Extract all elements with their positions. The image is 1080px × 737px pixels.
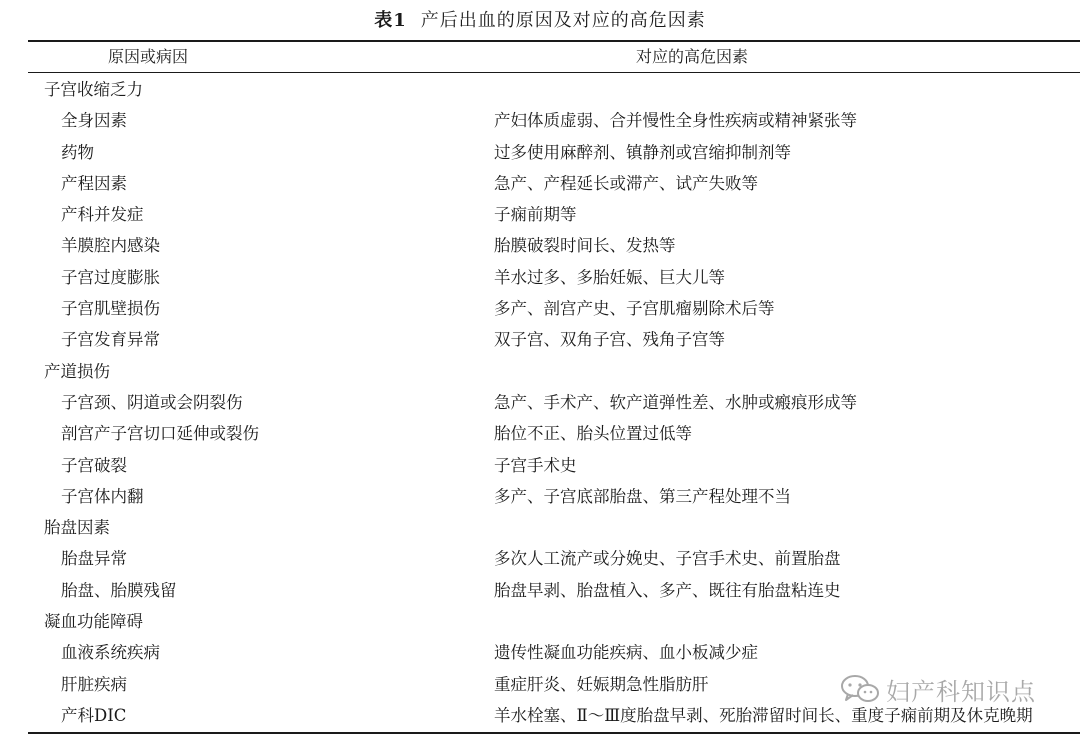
table-row [0,387,1080,418]
risk-factor-cell: 羊水栓塞、Ⅱ～Ⅲ度胎盘早剥、死胎滞留时间长、重度子痫前期及休克晚期 [494,705,1033,725]
risk-factor-cell: 子痫前期等 [494,205,577,225]
cause-cell: 全身因素 [61,111,127,131]
cause-cell: 子宫肌壁损伤 [61,299,160,319]
wechat-icon [840,674,880,704]
table-body [0,74,1080,731]
table-category-row [0,512,1080,543]
table-row [0,230,1080,261]
column-header-risk-factors: 对应的高危因素 [636,47,749,66]
table-row [0,168,1080,199]
table-row [0,137,1080,168]
table-category-row [0,606,1080,637]
table-row [0,575,1080,606]
watermark-text: 妇产科知识点 [886,677,1036,706]
risk-factor-cell: 过多使用麻醉剂、镇静剂或宫缩抑制剂等 [494,142,791,162]
table-row [0,543,1080,574]
cause-cell: 子宫过度膨胀 [61,267,160,287]
risk-factor-cell: 遗传性凝血功能疾病、血小板减少症 [494,643,758,663]
table-title-text: 产后出血的原因及对应的高危因素 [420,10,706,31]
cause-cell: 肝脏疾病 [61,674,127,694]
table-row [0,105,1080,136]
risk-factor-cell: 产妇体质虚弱、合并慢性全身性疾病或精神紧张等 [494,111,857,131]
table-row [0,450,1080,481]
table-row [0,418,1080,449]
category-label: 胎盘因素 [44,518,110,538]
risk-factor-cell: 多产、剖宫产史、子宫肌瘤剔除术后等 [494,299,775,319]
cause-cell: 剖宫产子宫切口延伸或裂伤 [61,424,259,444]
cause-cell: 羊膜腔内感染 [61,236,160,256]
cause-cell: 子宫体内翻 [61,486,144,506]
table-title-label: 表1 [374,10,407,31]
risk-factor-cell: 子宫手术史 [494,455,577,475]
watermark [840,672,1036,706]
category-label: 凝血功能障碍 [44,612,143,632]
table-header-rule [28,72,1080,73]
cause-cell: 药物 [61,142,94,162]
cause-cell: 胎盘、胎膜残留 [61,580,177,600]
category-label: 子宫收缩乏力 [44,80,143,99]
table-row [0,199,1080,230]
table-row [0,324,1080,355]
table-row [0,481,1080,512]
cause-cell: 产程因素 [61,173,127,193]
table-row [0,637,1080,668]
column-header-cause: 原因或病因 [108,47,189,66]
risk-factor-cell: 重症肝炎、妊娠期急性脂肪肝 [494,674,709,694]
cause-cell: 血液系统疾病 [61,643,160,663]
cause-cell: 子宫破裂 [61,455,127,475]
table-title [0,9,1080,33]
risk-factor-cell: 多次人工流产或分娩史、子宫手术史、前置胎盘 [494,549,841,569]
risk-factor-cell: 羊水过多、多胎妊娠、巨大儿等 [494,267,725,287]
risk-factor-cell: 多产、子宫底部胎盘、第三产程处理不当 [494,486,791,506]
cause-cell: 产科DIC [61,705,127,725]
risk-factor-cell: 胎盘早剥、胎盘植入、多产、既往有胎盘粘连史 [494,580,841,600]
risk-factor-cell: 急产、产程延长或滞产、试产失败等 [494,173,758,193]
risk-factor-cell: 急产、手术产、软产道弹性差、水肿或瘢痕形成等 [494,392,857,412]
table-top-rule [28,40,1080,42]
table-row [0,262,1080,293]
risk-factor-cell: 双子宫、双角子宫、残角子宫等 [494,330,725,350]
table-category-row [0,356,1080,387]
cause-cell: 子宫发育异常 [61,330,160,350]
risk-factor-cell: 胎膜破裂时间长、发热等 [494,236,676,256]
cause-cell: 产科并发症 [61,205,144,225]
risk-factor-cell: 胎位不正、胎头位置过低等 [494,424,692,444]
cause-cell: 胎盘异常 [61,549,127,569]
table-bottom-rule [28,732,1080,734]
table-category-row [0,74,1080,105]
cause-cell: 子宫颈、阴道或会阴裂伤 [61,392,243,412]
category-label: 产道损伤 [44,361,110,381]
table-row [0,293,1080,324]
